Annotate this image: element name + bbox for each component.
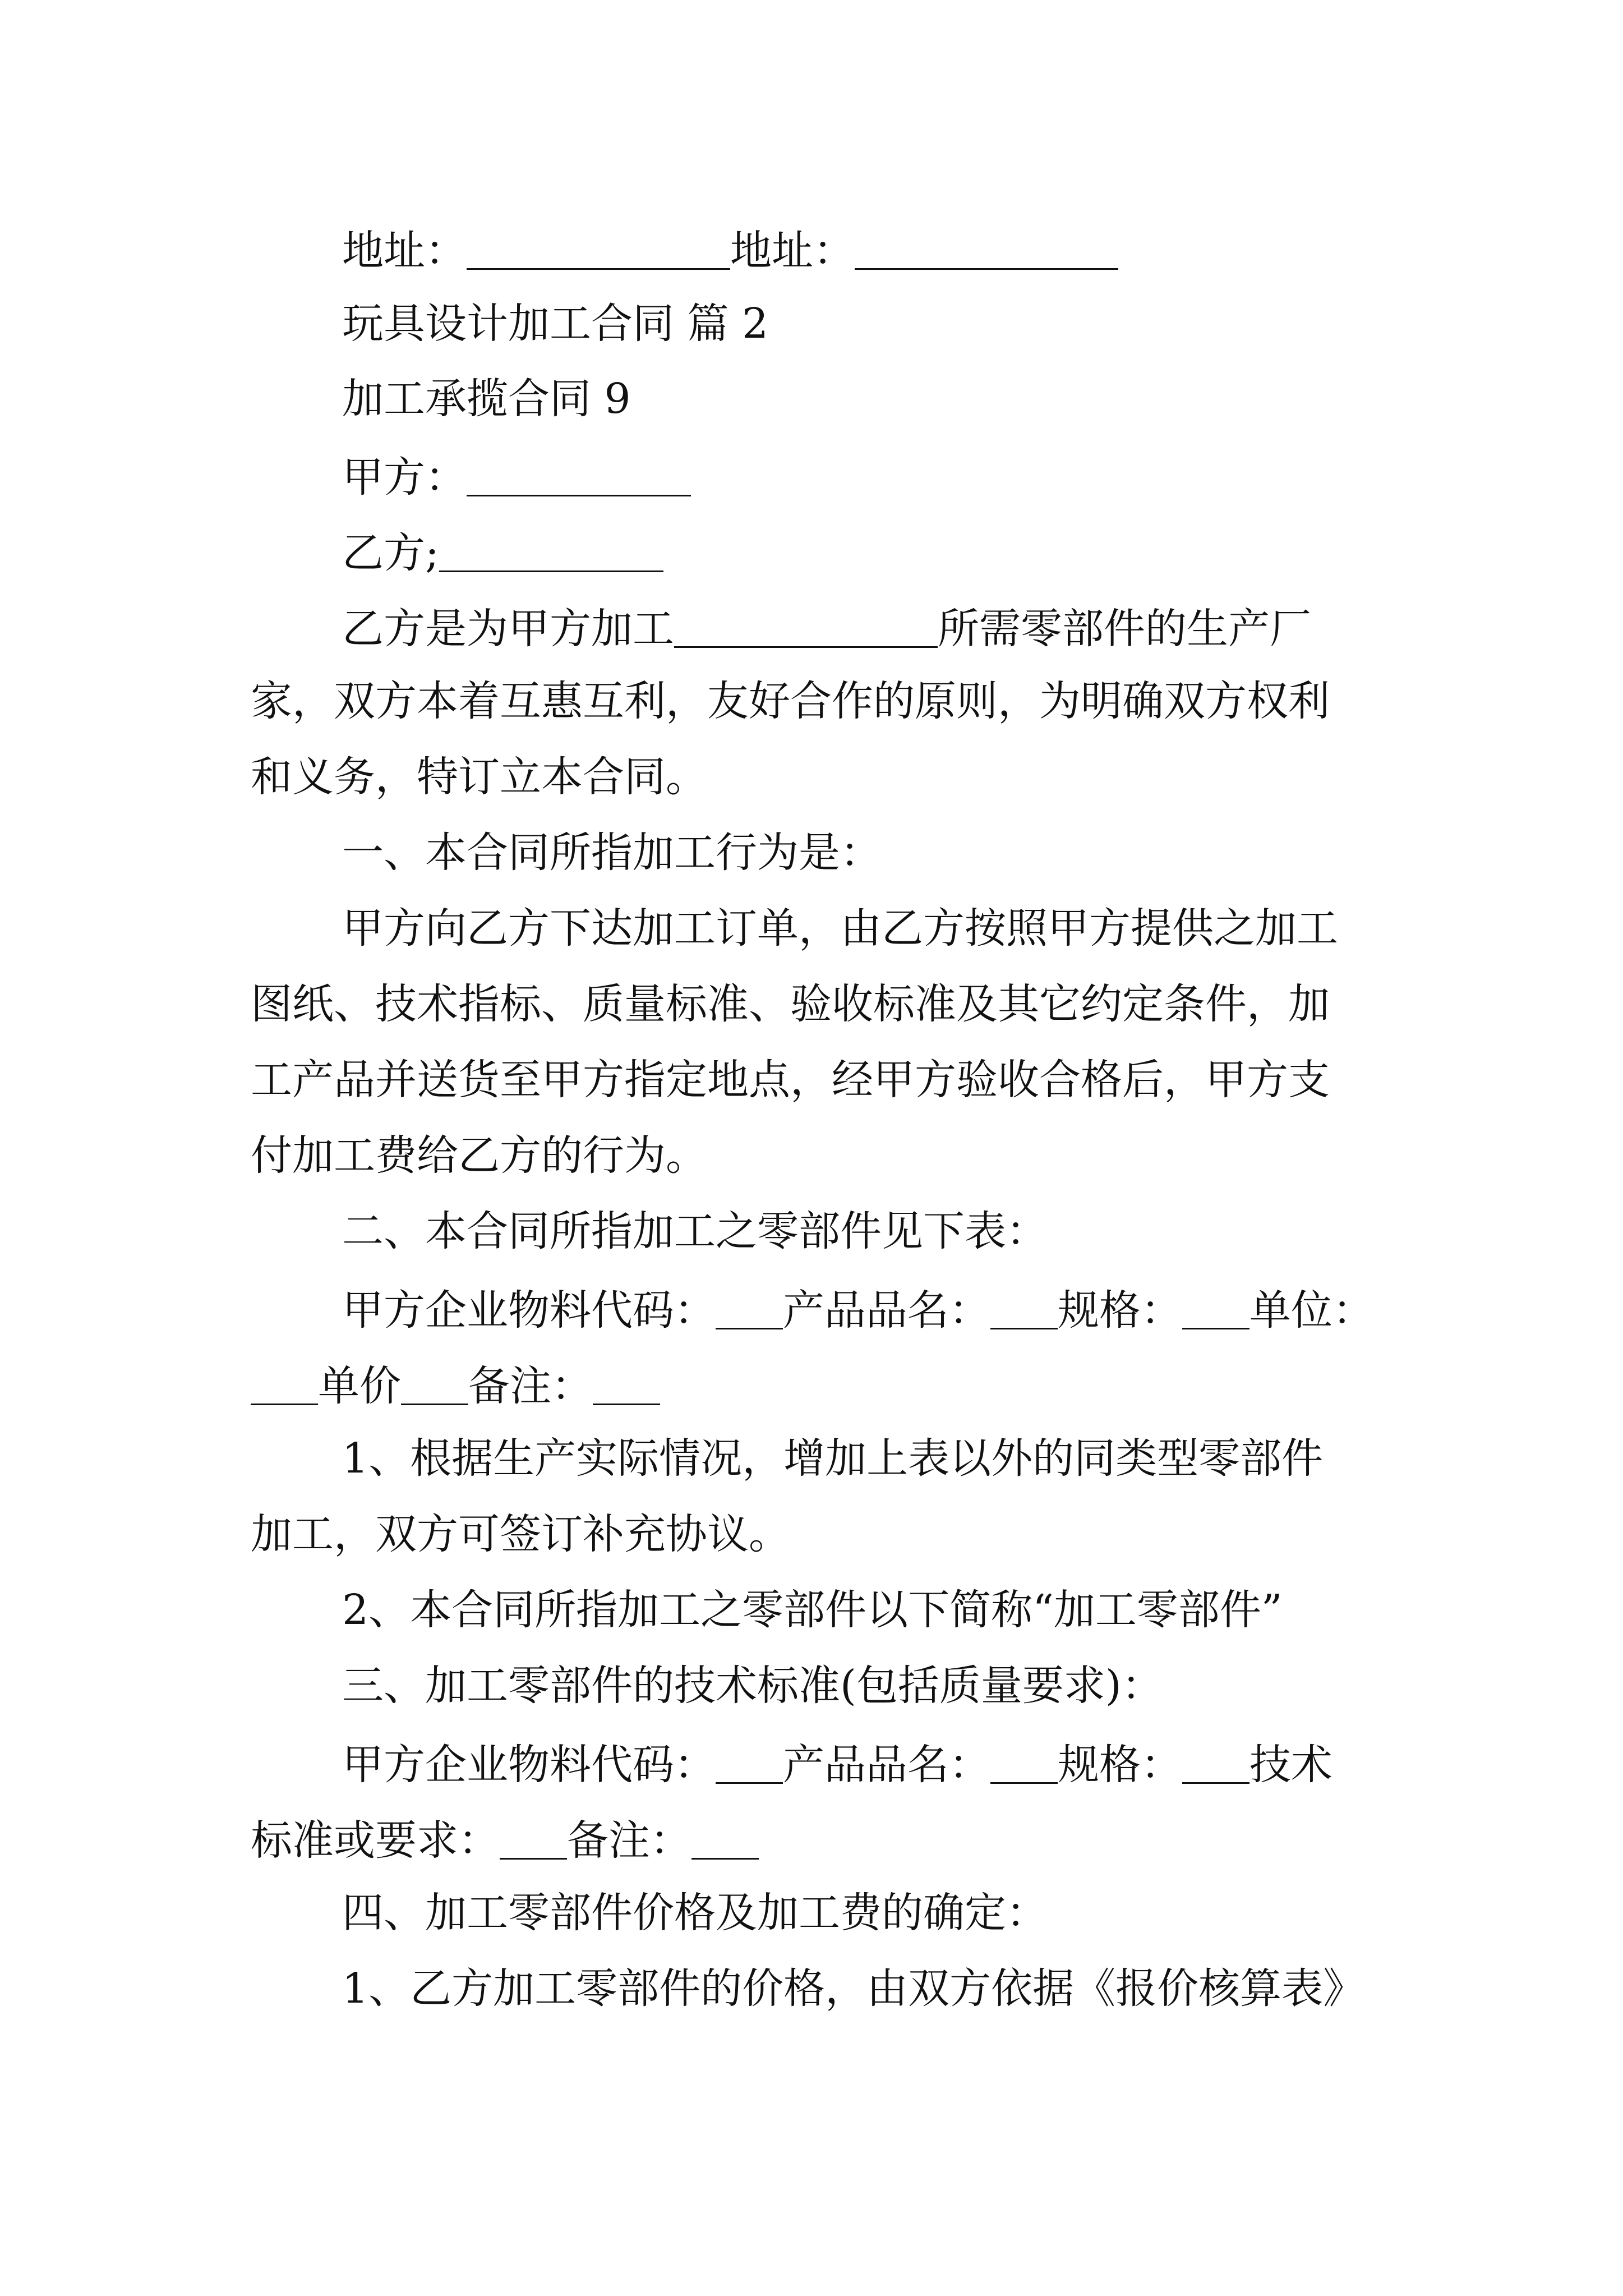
- text: 技术: [1249, 1741, 1332, 1789]
- paragraph-line: 1、乙方加工零部件的价格，由双方依据《报价核算表》: [342, 1964, 1365, 2013]
- text: 单价: [318, 1362, 401, 1411]
- section-title: 玩具设计加工合同 篇 2: [342, 300, 769, 348]
- clause-heading: 一、本合同所指加工行为是：: [342, 829, 882, 877]
- paragraph-line: 1、根据生产实际情况，增加上表以外的同类型零部件: [342, 1434, 1324, 1483]
- clause-heading: 二、本合同所指加工之零部件见下表：: [342, 1207, 1048, 1255]
- text: 产品品名：: [783, 1741, 990, 1789]
- party-b-line: [342, 529, 663, 578]
- text: 甲方：: [342, 453, 467, 502]
- paragraph-line: [342, 605, 1311, 654]
- text: 单位：: [1249, 1286, 1374, 1335]
- blank-field: [467, 453, 691, 496]
- table-fields-line: [251, 1362, 660, 1411]
- table-fields-line: [342, 1741, 1332, 1789]
- address-line: [342, 227, 1118, 275]
- blank-field: [674, 605, 938, 648]
- blank-field: [593, 1362, 660, 1405]
- text: 乙方;: [342, 529, 439, 578]
- blank-field: [401, 1362, 468, 1405]
- paragraph-line: 付加工费给乙方的行为。: [251, 1131, 707, 1180]
- paragraph-line: 工产品并送货至甲方指定地点，经甲方验收合格后，甲方支: [251, 1056, 1330, 1104]
- paragraph-line: 2、本合同所指加工之零部件以下简称“加工零部件”: [342, 1586, 1283, 1634]
- blank-field: [500, 1816, 567, 1860]
- blank-field: [990, 1741, 1058, 1784]
- text: 地址：: [342, 227, 467, 275]
- table-fields-line: [251, 1816, 759, 1865]
- blank-field: [439, 529, 663, 572]
- table-fields-line: [342, 1286, 1374, 1335]
- paragraph-line: 甲方向乙方下达加工订单，由乙方按照甲方提供之加工: [342, 904, 1338, 953]
- blank-field: [467, 227, 730, 270]
- text: 备注：: [567, 1816, 691, 1865]
- text: 甲方企业物料代码：: [342, 1286, 716, 1335]
- text: 地址：: [730, 227, 855, 275]
- paragraph-line: 和义务，特订立本合同。: [251, 753, 707, 801]
- text: 备注：: [468, 1362, 593, 1411]
- contract-title: 加工承揽合同 9: [342, 375, 631, 423]
- text: 乙方是为甲方加工: [342, 605, 674, 654]
- blank-field: [251, 1362, 318, 1405]
- blank-field: [990, 1286, 1058, 1329]
- paragraph-line: 家，双方本着互惠互利，友好合作的原则，为明确双方权利: [251, 677, 1330, 725]
- text: 规格：: [1058, 1741, 1182, 1789]
- blank-field: [716, 1741, 783, 1784]
- party-a-line: [342, 453, 691, 502]
- text: 甲方企业物料代码：: [342, 1741, 716, 1789]
- text: 产品品名：: [783, 1286, 990, 1335]
- text: 规格：: [1058, 1286, 1182, 1335]
- clause-heading: 四、加工零部件价格及加工费的确定：: [342, 1889, 1048, 1937]
- blank-field: [716, 1286, 783, 1329]
- text: 标准或要求：: [251, 1816, 500, 1865]
- paragraph-line: 加工，双方可签订补充协议。: [251, 1510, 790, 1558]
- blank-field: [1182, 1741, 1249, 1784]
- clause-heading: 三、加工零部件的技术标准(包括质量要求)：: [342, 1662, 1163, 1710]
- blank-field: [691, 1816, 759, 1860]
- blank-field: [1182, 1286, 1249, 1329]
- paragraph-line: 图纸、技术指标、质量标准、验收标准及其它约定条件，加: [251, 980, 1330, 1028]
- text: 所需零部件的生产厂: [938, 605, 1311, 654]
- blank-field: [855, 227, 1118, 270]
